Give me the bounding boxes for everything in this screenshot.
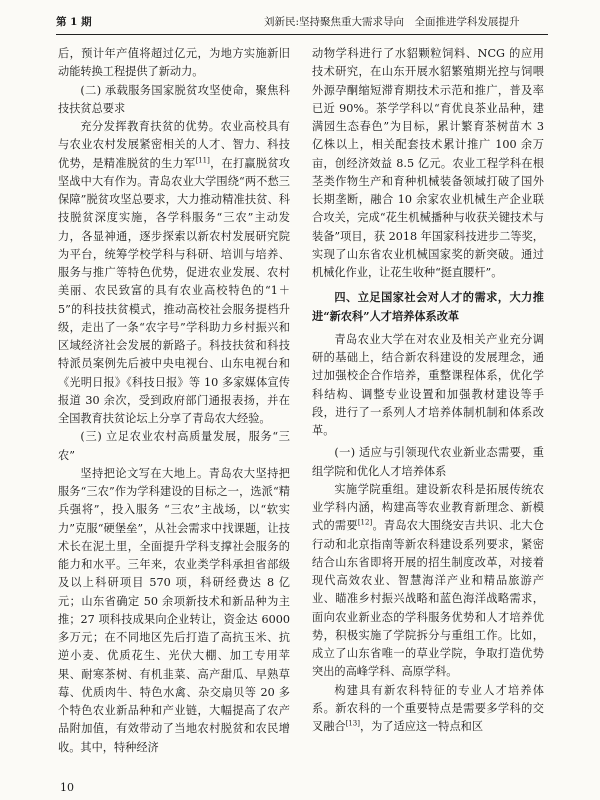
section-heading: 四、立足国家社会对人才的需求，大力推进“新农科”人才培养体系改革 — [312, 290, 544, 323]
left-column — [58, 45, 290, 757]
paragraph: 充分发挥教育扶贫的优势。农业高校具有与农业农村发展紧密相关的人才、智力、科技优势，是精准脱贫的生力军[11]，在打赢脱贫攻坚战中大有作为。青岛农业大学围绕“两不愁三保障”脱贫攻坚总要求，大力推动精准扶贫、科技脱贫深度实施，各学科服务“三农”主动发力，各显神通，逐步探索以新农村发展研究院为平台，统筹学校学科与科研、培训与培养、服务与推广等特色优势，促进农业发展、农村美丽、农民致富的具有农业高校特色的“1＋5”的科技扶贫模式，推动高校社会服务提档升级，走出了一条“农字号”学科助力乡村振兴和区域经济社会发展的新路子。科技扶贫和科技特派员案例先后被中央电视台、山东电视台和《光明日报》《科技日报》等 10 多家媒体宣传报道 30 余次，受到政府部门通报表扬，并在全国教育扶贫论坛上分享了青岛农大经验。 — [58, 120, 290, 425]
paragraph: 坚持把论文写在大地上。青岛农大坚持把服务“三农”作为学科建设的目标之一，选派“精兵强将”，投入服务 “三农”主战场，以“软实力”克服“硬堡垒”，从社会需求中找课题，让技术长在泥土里，全面提升学科支撑社会服务的能力和水平。三年来，农业类学科承担省部级及以上科研项目 570 项，科研经费达 8 亿元；山东省确定 50 余项新技术和新品种为主推；27 项科技成果向企业转让，资金达 6000 多万元；在不同地区先后打造了高抗玉米、抗逆小麦、优质花生、光伏大棚、加工专用苹果、耐寒茶树、有机韭菜、高产甜瓜、早熟草莓、优质肉牛、特色水禽、杂交扇贝等 20 多个特色农业新品种和产业链，大幅提高了农产品附加值，有效带动了当地农村脱贫和农民增收。其中，特种经济 — [58, 466, 290, 754]
citation: [12] — [357, 518, 373, 527]
paragraph: 实施学院重组。建设新农科是拓展传统农业学科内涵，构建高等农业教育新理念、新模式的需要[12]。青岛农大围绕安吉共识、北大仓行动和北京指南等新农科建设系列要求，紧密结合山东省即将开展的招生制度改革，对接着现代高效农业、智慧海洋产业和精品旅游产业、瞄准乡村振兴战略和蓝色海洋战略需求，面向农业新业态的学科服务优势和人才培养优势，积极实施了学院拆分与重组工作。比如，成立了山东省唯一的草业学院，争取打造优势突出的高峰学科、高原学科。 — [312, 482, 544, 679]
right-column — [312, 45, 544, 736]
subsection-heading: (一) 适应与引领现代农业新业态需要，重组学院和优化人才培养体系 — [312, 446, 544, 478]
page-number: 10 — [60, 781, 74, 794]
subsection-heading: (三) 立足农业农村高质量发展，服务“三农” — [58, 430, 290, 462]
paragraph: 青岛农业大学在对农业及相关产业充分调研的基础上，结合新农科建设的发展理念，通过加强校企合作培养，重整课程体系，优化学科结构、调整专业设置和加强教材建设等手段，进行了一系列人才培养体制机制和体系改革。 — [312, 332, 544, 437]
citation: [13] — [345, 719, 360, 728]
paragraph: 后，预计年产值将超过亿元，为地方实施新旧动能转换工程提供了新动力。 — [58, 47, 290, 79]
subsection-heading: (二) 承载服务国家脱贫攻坚使命，聚焦科技扶贫总要求 — [58, 83, 290, 115]
paragraph: 动物学科进行了水貂颗粒饲料、NCG 的应用技术研究，在山东开展水貂繁殖期光控与饲喂外源孕酮缩短滞育期技术示范和推广，普及率已近 90%。茶学学科以“育优良茶业品种，建满园生态春色”为目标，累计繁育茶树苗木 3 亿株以上，相关配套技术累计推广 100 余万亩，创经济效益 8.5 亿元。农业工程学科在根茎类作物生产和育种机械装备领域打破了国外长期垄断，融合 10 余家农业机械生产企业联合攻关，完成“花生机械播种与收获关键技术与装备”项目，获 2018 年国家科技进步二等奖，实现了山东省农业机械国家奖的新突破。通过机械化作业，让花生收种“挺直腰杆”。 — [312, 47, 544, 279]
running-title: 刘新民:坚持聚焦重大需求导向 全面推进学科发展提升 — [264, 16, 520, 28]
paragraph: 构建具有新农科特征的专业人才培养体系。新农科的一个重要特点是需要多学科的交叉融合[13]，为了适应这一特点和区 — [312, 683, 544, 733]
issue-number: 第 1 期 — [56, 16, 92, 28]
citation: [11] — [195, 155, 210, 164]
running-header — [56, 8, 548, 35]
